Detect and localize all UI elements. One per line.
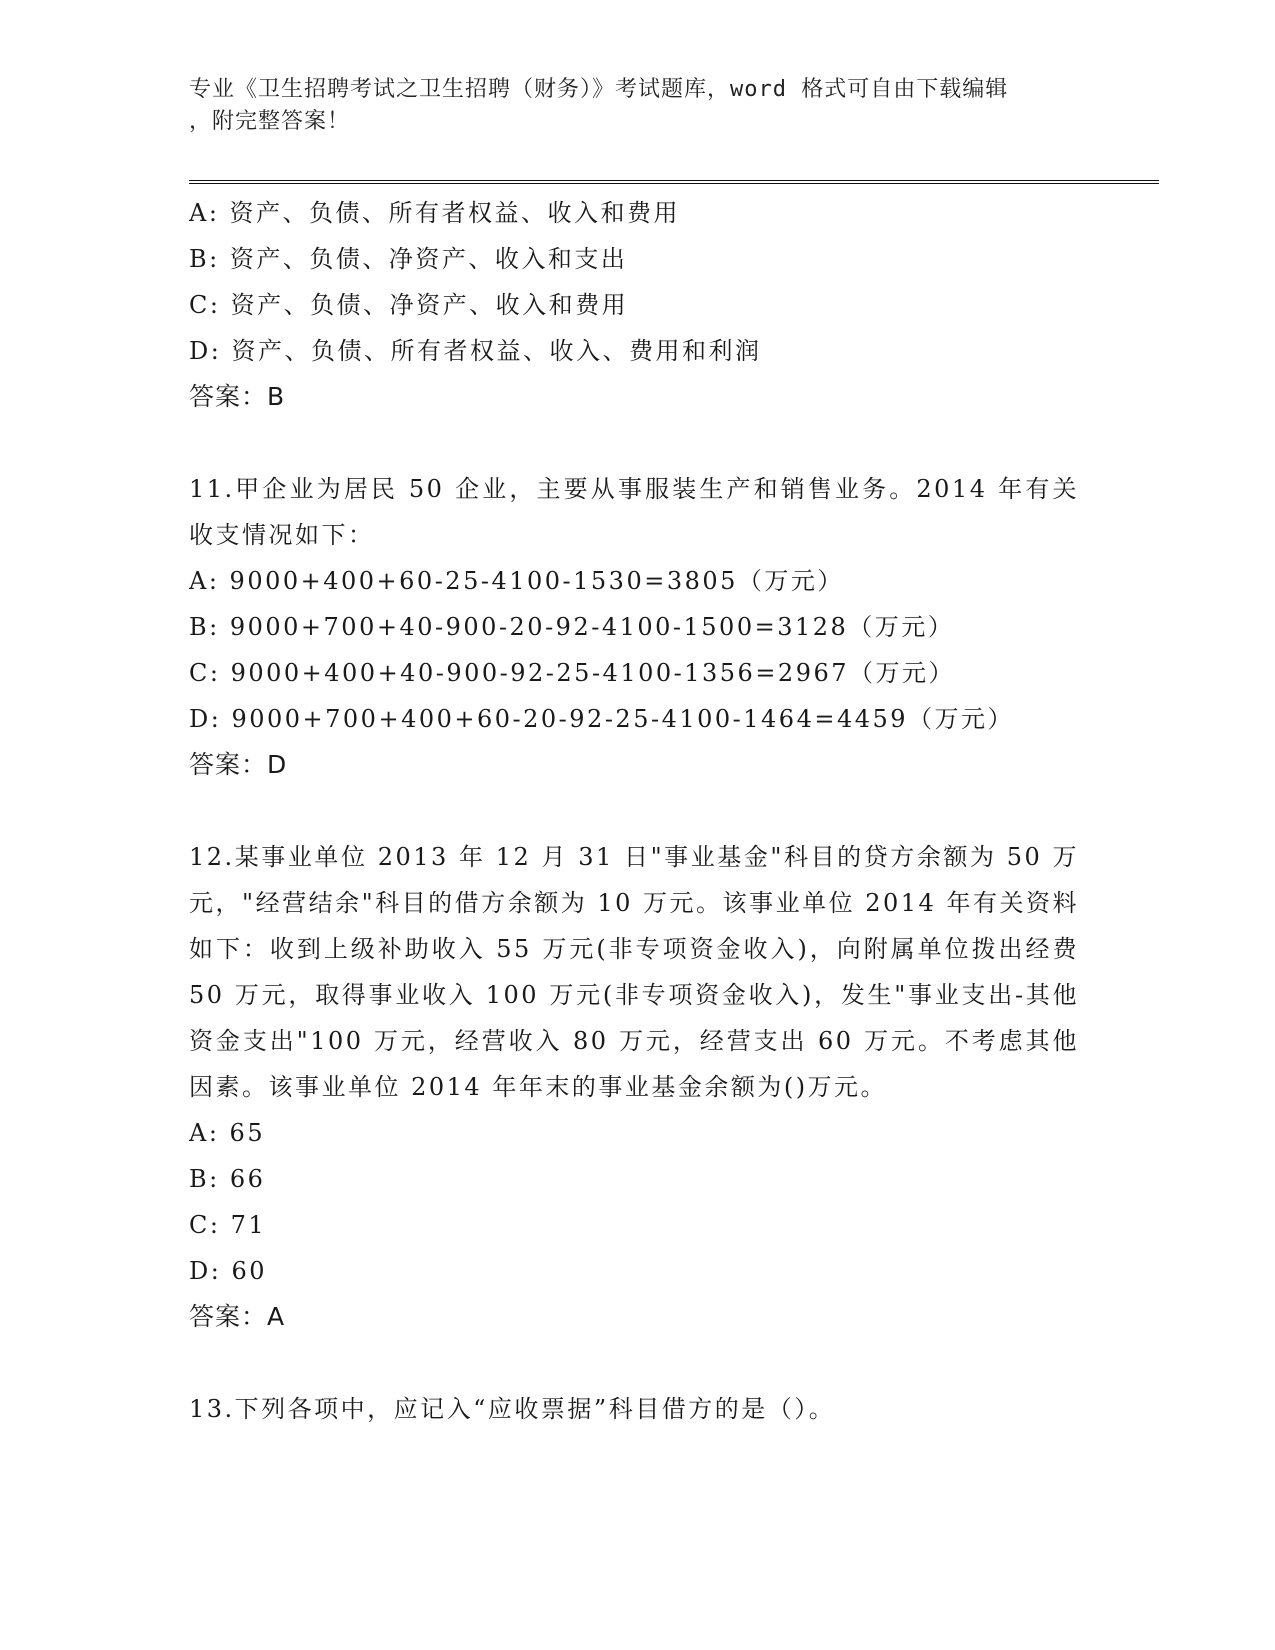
document-header [189, 74, 1069, 138]
question-text: 11.甲企业为居民 50 企业，主要从事服装生产和销售业务。2014 年有关收支情况如下： [189, 475, 1079, 549]
question-text: 12.某事业单位 2013 年 12 月 31 日"事业基金"科目的贷方余额为 50 万元，"经营结余"科目的借方余额为 10 万元。该事业单位 2014 年有关资料如下：收到上级补助收入 55 万元(非专项资金收入)，向附属单位拨出经费 50 万元，取得事业收入 100 万元(非专项资金收入)，发生"事业支出-其他资金支出"100 万元，经营收入 80 万元，经营支出 60 万元。不考虑其他因素。该事业单位 2014 年年末的事业基金余额为()万元。 [189, 843, 1079, 1101]
option-a: A: 9000+400+60-25-4100-1530=3805（万元） [189, 567, 844, 595]
option-c: C: 资产、负债、净资产、收入和费用 [189, 291, 629, 319]
spacer [189, 420, 1089, 466]
answer-label: 答案：B [189, 382, 286, 411]
header-line-1: 专业《卫生招聘考试之卫生招聘（财务）》考试题库，word 格式可自由下载编辑 [189, 77, 1009, 102]
option-d: D: 9000+700+400+60-20-92-25-4100-1464=4459（万元） [189, 705, 1015, 733]
spacer [189, 788, 1089, 834]
option-d: D: 资产、负债、所有者权益、收入、费用和利润 [189, 337, 762, 365]
option-b: B: 9000+700+40-900-20-92-4100-1500=3128（万元） [189, 613, 955, 641]
question-block-12 [189, 834, 1089, 1340]
option-b: B: 66 [189, 1165, 266, 1193]
question-block-10 [189, 190, 1089, 420]
question-text: 13.下列各项中，应记入“应收票据”科目借方的是（）。 [189, 1395, 836, 1423]
answer-label: 答案：A [189, 1302, 286, 1331]
option-c: C: 9000+400+40-900-92-25-4100-1356=2967（万元） [189, 659, 955, 687]
header-divider-top [189, 180, 1159, 181]
header-line-2: ，附完整答案！ [189, 109, 351, 134]
option-a: A: 65 [189, 1119, 266, 1147]
option-a: A: 资产、负债、所有者权益、收入和费用 [189, 199, 681, 227]
question-block-11 [189, 466, 1089, 788]
header-divider-bottom [189, 183, 1159, 184]
option-b: B: 资产、负债、净资产、收入和支出 [189, 245, 628, 273]
option-d: D: 60 [189, 1257, 267, 1285]
question-list [189, 190, 1089, 1432]
question-block-13 [189, 1386, 1089, 1432]
spacer [189, 1340, 1089, 1386]
option-c: C: 71 [189, 1211, 267, 1239]
answer-label: 答案：D [189, 750, 288, 779]
